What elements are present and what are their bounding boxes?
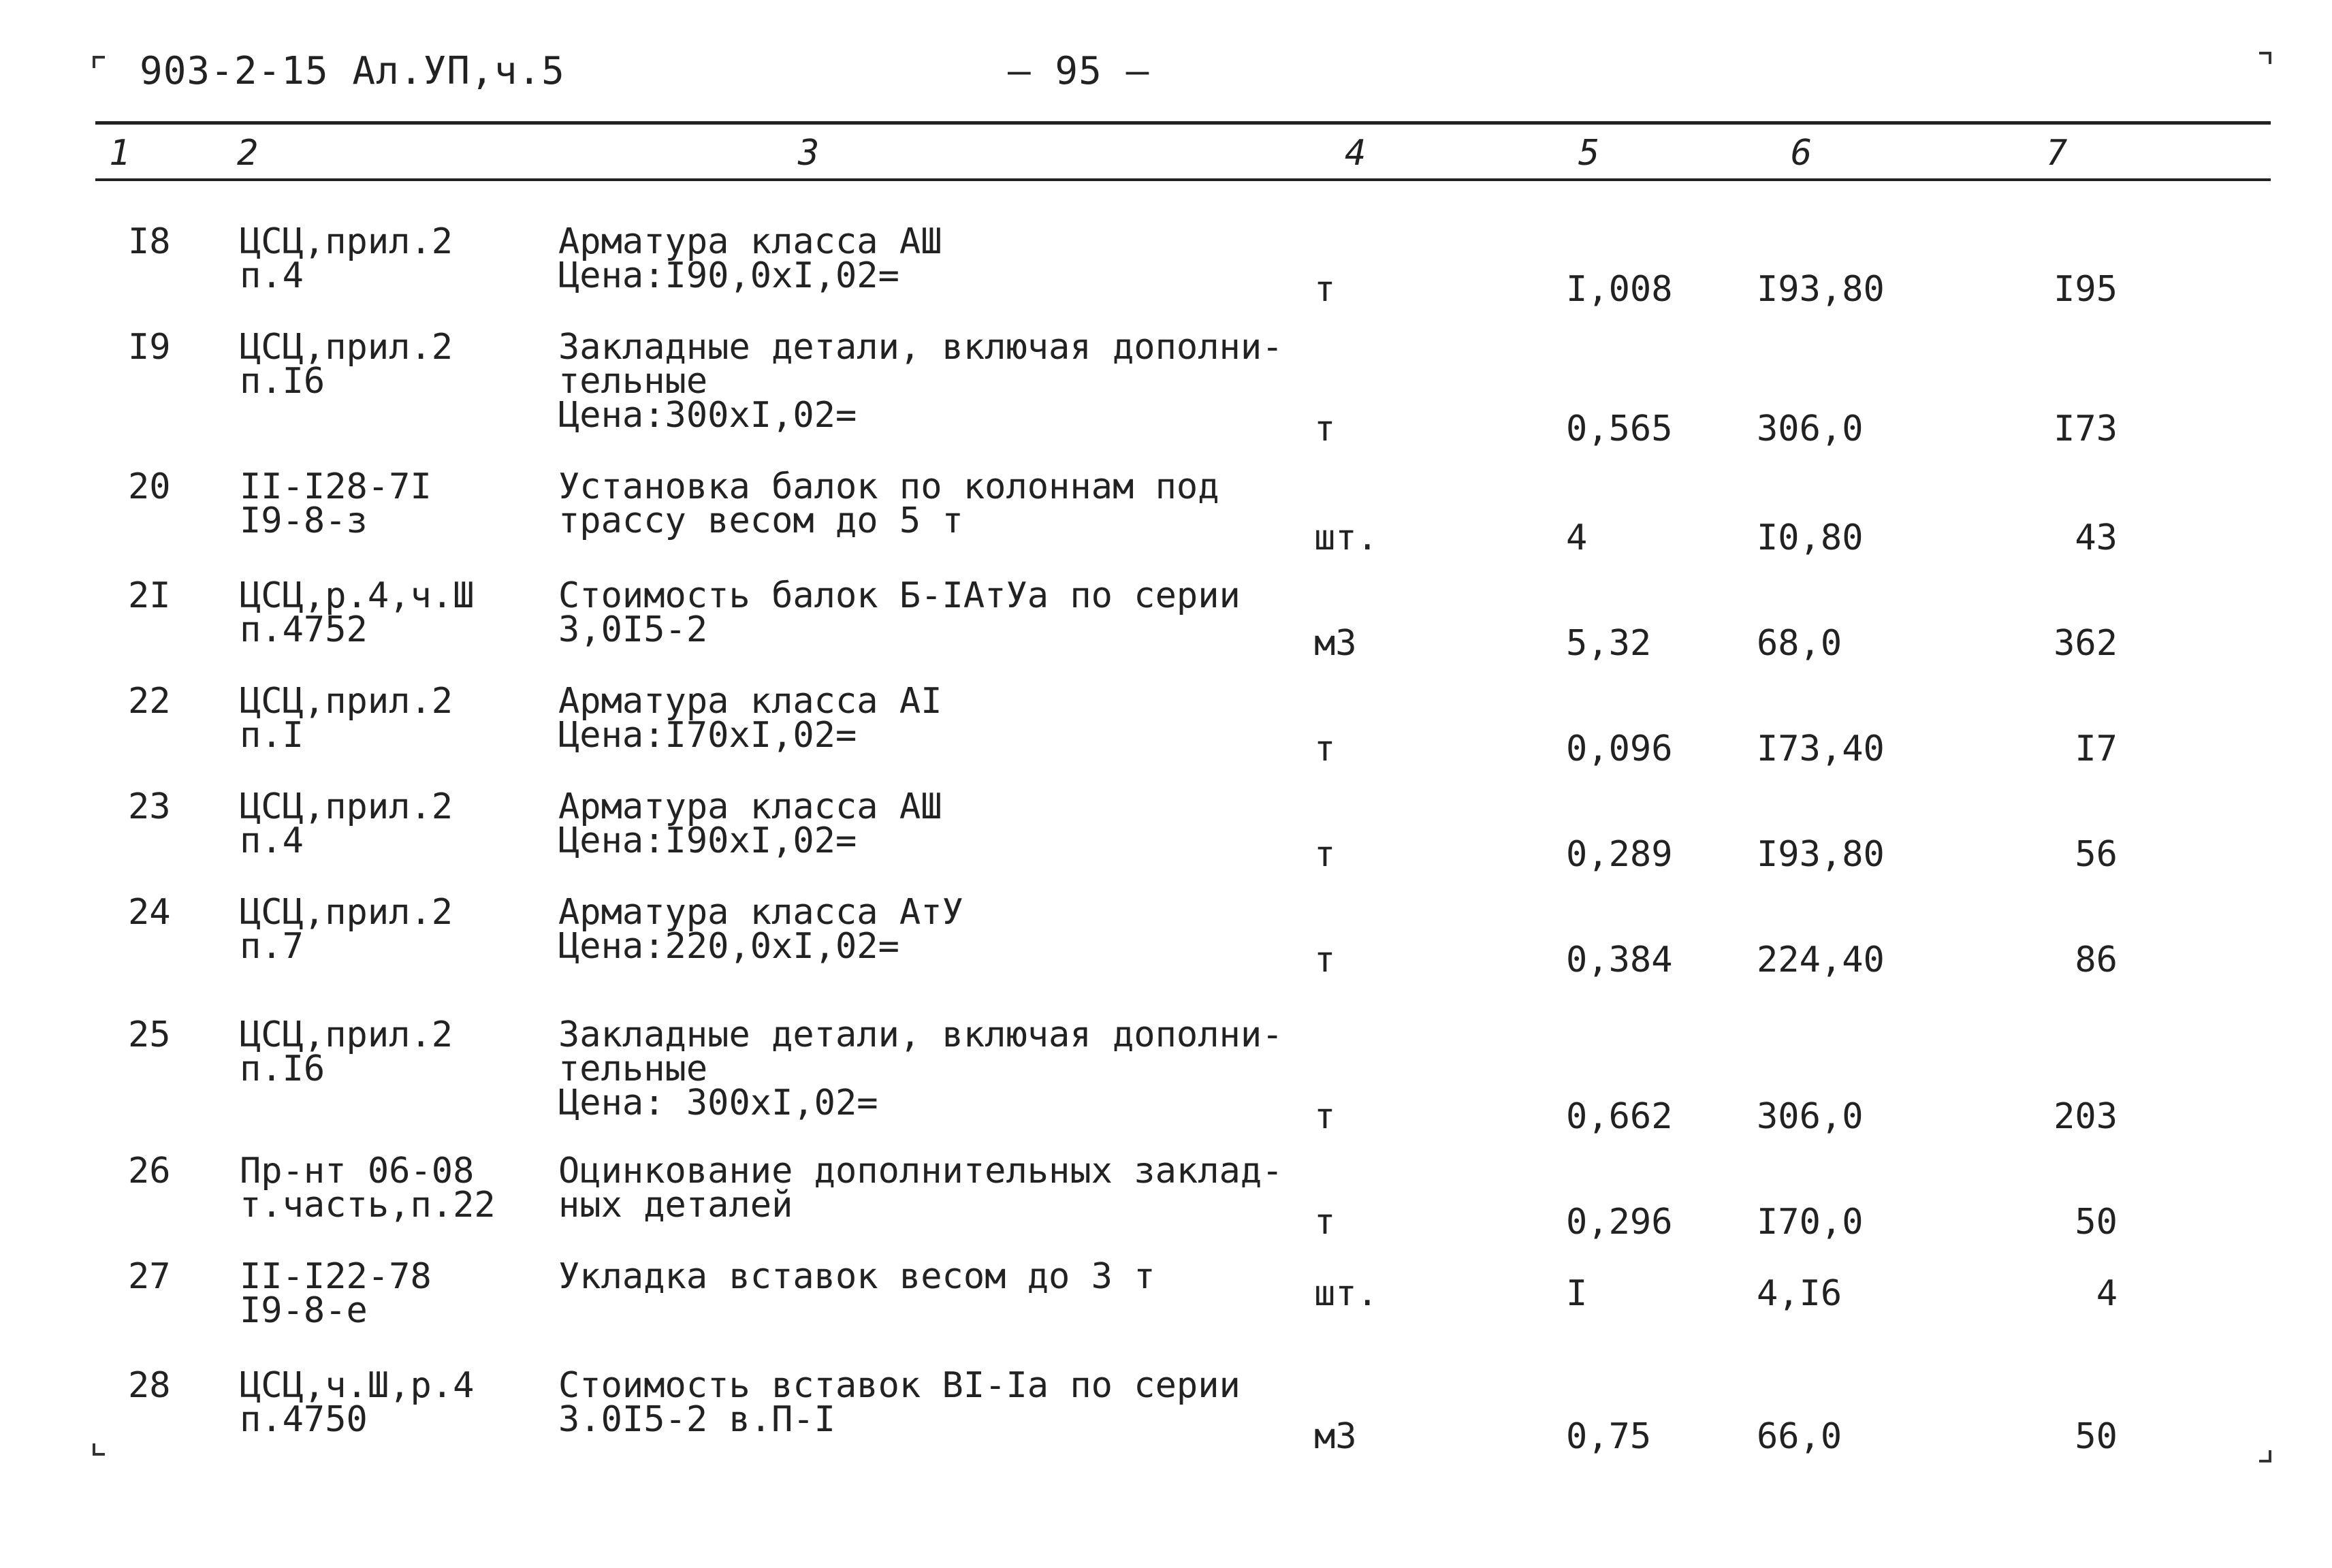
page-number: — 95 —	[1008, 49, 1150, 93]
row-number: 26	[128, 1151, 171, 1191]
row-number: 23	[128, 786, 171, 827]
header-rule-bottom	[95, 178, 2271, 181]
row-description: Арматура класса АтУ Цена:220,0хI,02=	[558, 892, 963, 967]
row-number: 27	[128, 1256, 171, 1297]
row-number: 24	[128, 892, 171, 933]
row-description: Арматура класса АШ Цена:I90хI,02=	[558, 786, 942, 861]
row-total: I95	[2054, 269, 2118, 310]
row-unit: шт.	[1314, 1273, 1378, 1314]
column-header-4: 4	[1345, 133, 1367, 174]
corner-mark	[2259, 52, 2271, 64]
row-quantity: 0,565	[1566, 409, 1673, 449]
row-reference: ЦСЦ,прил.2 п.I6	[240, 327, 453, 402]
row-reference: Пр-нт 06-08 т.часть,п.22	[240, 1151, 496, 1226]
row-total: 50	[2075, 1202, 2118, 1243]
row-description: Установка балок по колоннам под трассу весом до 5 т	[558, 466, 1219, 541]
row-total: 43	[2075, 517, 2118, 558]
row-unit: т	[1314, 1202, 1336, 1243]
row-description: Закладные детали, включая дополни- тельные Цена: 300хI,02=	[558, 1014, 1283, 1123]
row-description: Стоимость вставок ВI-Iа по серии 3.0I5-2 в.П-I	[558, 1365, 1241, 1440]
row-total: 56	[2075, 834, 2118, 875]
row-description: Закладные детали, включая дополни- тельные Цена:300хI,02=	[558, 327, 1283, 436]
row-unit-price: 306,0	[1757, 1096, 1864, 1137]
row-unit: т	[1314, 269, 1336, 310]
corner-mark	[2259, 1450, 2271, 1462]
row-number: 20	[128, 466, 171, 507]
row-total: 362	[2054, 623, 2118, 664]
row-quantity: 0,384	[1566, 940, 1673, 980]
row-total: 86	[2075, 940, 2118, 980]
row-unit-price: 4,I6	[1757, 1273, 1842, 1314]
row-unit: т	[1314, 729, 1336, 769]
row-reference: ЦСЦ,прил.2 п.7	[240, 892, 453, 967]
row-quantity: 0,096	[1566, 729, 1673, 769]
row-unit-price: I93,80	[1757, 269, 1885, 310]
row-quantity: 5,32	[1566, 623, 1652, 664]
column-header-1: 1	[109, 133, 131, 174]
row-unit: т	[1314, 940, 1336, 980]
row-reference: ЦСЦ,прил.2 п.4	[240, 221, 453, 296]
document-code: 903-2-15 Ал.УП,ч.5	[140, 49, 565, 93]
row-quantity: 0,662	[1566, 1096, 1673, 1137]
row-reference: ЦСЦ,р.4,ч.Ш п.4752	[240, 575, 475, 650]
row-quantity: 0,289	[1566, 834, 1673, 875]
row-description: Оцинкование дополнительных заклад- ных деталей	[558, 1151, 1283, 1226]
row-reference: ЦСЦ,прил.2 п.4	[240, 786, 453, 861]
corner-mark	[93, 1443, 105, 1456]
row-unit: шт.	[1314, 517, 1378, 558]
row-unit: т	[1314, 1096, 1336, 1137]
row-reference: ЦСЦ,прил.2 п.I6	[240, 1014, 453, 1089]
row-number: 2I	[128, 575, 171, 616]
row-unit-price: 224,40	[1757, 940, 1885, 980]
row-unit-price: 68,0	[1757, 623, 1842, 664]
row-description: Арматура класса АШ Цена:I90,0хI,02=	[558, 221, 942, 296]
row-quantity: 0,75	[1566, 1416, 1652, 1457]
row-reference: ЦСЦ,прил.2 п.I	[240, 681, 453, 756]
row-unit: т	[1314, 834, 1336, 875]
row-number: 22	[128, 681, 171, 722]
row-number: I9	[128, 327, 171, 368]
corner-mark	[93, 56, 105, 68]
row-unit-price: I0,80	[1757, 517, 1864, 558]
row-total: I73	[2054, 409, 2118, 449]
row-number: I8	[128, 221, 171, 262]
row-total: I7	[2075, 729, 2118, 769]
column-header-3: 3	[798, 133, 820, 174]
row-description: Арматура класса АI Цена:I70хI,02=	[558, 681, 942, 756]
row-reference: II-I28-7I I9-8-з	[240, 466, 432, 541]
row-reference: II-I22-78 I9-8-е	[240, 1256, 432, 1331]
row-unit-price: 306,0	[1757, 409, 1864, 449]
row-number: 25	[128, 1014, 171, 1055]
row-quantity: I,008	[1566, 269, 1673, 310]
row-quantity: I	[1566, 1273, 1588, 1314]
header-rule-top	[95, 121, 2271, 125]
row-unit: м3	[1314, 1416, 1357, 1457]
row-unit-price: 66,0	[1757, 1416, 1842, 1457]
row-unit: м3	[1314, 623, 1357, 664]
row-total: 203	[2054, 1096, 2118, 1137]
row-reference: ЦСЦ,ч.Ш,р.4 п.4750	[240, 1365, 475, 1440]
row-total: 4	[2096, 1273, 2118, 1314]
row-quantity: 4	[1566, 517, 1588, 558]
column-header-5: 5	[1578, 133, 1600, 174]
row-unit-price: I73,40	[1757, 729, 1885, 769]
row-number: 28	[128, 1365, 171, 1406]
column-header-2: 2	[237, 133, 259, 174]
row-quantity: 0,296	[1566, 1202, 1673, 1243]
row-unit-price: I70,0	[1757, 1202, 1864, 1243]
row-unit: т	[1314, 409, 1336, 449]
column-header-7: 7	[2046, 133, 2068, 174]
row-unit-price: I93,80	[1757, 834, 1885, 875]
row-description: Укладка вставок весом до 3 т	[558, 1256, 1155, 1297]
column-header-6: 6	[1791, 133, 1812, 174]
row-total: 50	[2075, 1416, 2118, 1457]
row-description: Стоимость балок Б-IАтУа по серии 3,0I5-2	[558, 575, 1241, 650]
